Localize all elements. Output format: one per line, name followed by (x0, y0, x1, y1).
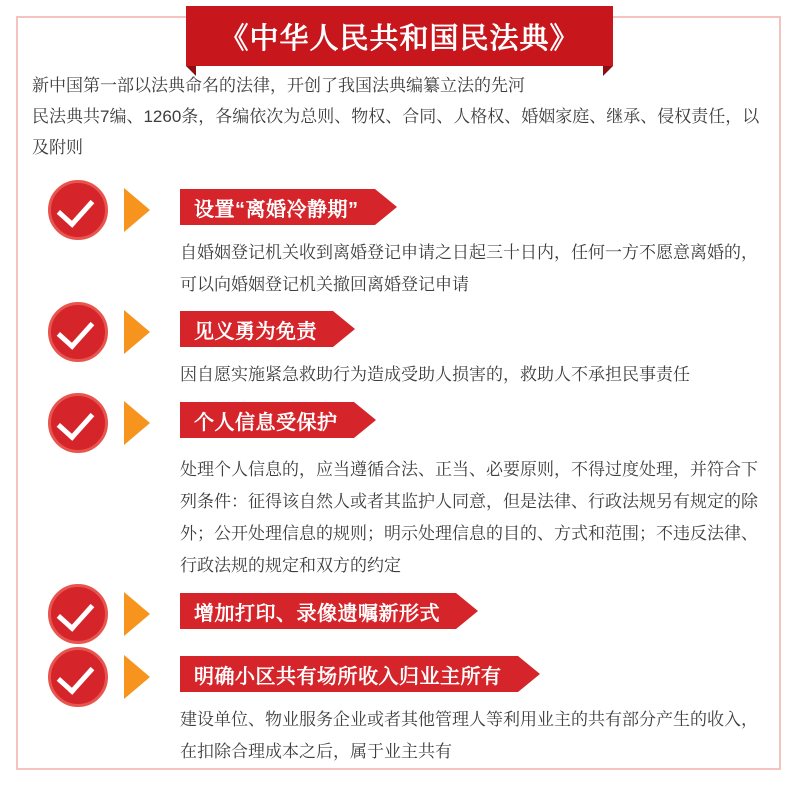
item-heading: 明确小区共有场所收入归业主所有 (194, 665, 502, 688)
item-heading: 见义勇为免责 (194, 320, 317, 343)
arrow-right-icon (124, 188, 158, 232)
item-body-text: 处理个人信息的，应当遵循合法、正当、必要原则，不得过度处理，并符合下列条件：征得该自然人或者其监护人同意，但是法律、行政法规另有规定的除外；公开处理信息的规则；明示处理信息的目的、方式和范围；不违反法律、行政法规的规定和双方的约定 (180, 460, 758, 575)
arrow-right-icon (124, 655, 158, 699)
list-item (0, 178, 797, 300)
item-heading: 设置“离婚冷静期” (194, 198, 359, 221)
list-item (0, 582, 797, 645)
title-banner (186, 6, 613, 66)
intro-block (32, 70, 767, 163)
intro-line-1: 新中国第一部以法典命名的法律，开创了我国法典编纂立法的先河 (32, 76, 525, 95)
item-heading-ribbon (180, 189, 375, 225)
arrow-right-icon (124, 592, 158, 636)
item-heading: 增加打印、录像遗嘱新形式 (194, 602, 440, 625)
item-body-text: 因自愿实施紧急救助行为造成受助人损害的，救助人不承担民事责任 (180, 365, 690, 384)
list-item (0, 300, 797, 391)
item-body-text: 建设单位、物业服务企业或者其他管理人等利用业主的共有部分产生的收入，在扣除合理成本之后，属于业主共有 (180, 710, 758, 761)
intro-line-2: 民法典共7编、1260条，各编依次为总则、物权、合同、人格权、婚姻家庭、继承、侵权责任，以及附则 (32, 107, 760, 157)
check-icon (48, 302, 104, 358)
items-list (0, 178, 797, 765)
item-body (180, 704, 764, 768)
arrow-right-icon (124, 401, 158, 445)
page-title: 《中华人民共和国民法典》 (219, 22, 580, 55)
item-body (180, 454, 764, 582)
item-heading-ribbon (180, 402, 354, 438)
item-body-text: 自婚姻登记机关收到离婚登记申请之日起三十日内，任何一方不愿意离婚的，可以向婚姻登记机关撤回离婚登记申请 (180, 243, 758, 294)
item-body (180, 237, 764, 301)
check-icon (48, 180, 104, 236)
arrow-right-icon (124, 310, 158, 354)
check-icon (48, 647, 104, 703)
item-body (180, 359, 764, 391)
list-item (0, 391, 797, 582)
item-heading: 个人信息受保护 (194, 411, 338, 434)
list-item (0, 645, 797, 765)
check-icon (48, 584, 104, 640)
check-icon (48, 393, 104, 449)
item-heading-ribbon (180, 593, 456, 629)
item-heading-ribbon (180, 656, 518, 692)
frame-border-bottom (16, 768, 781, 770)
item-heading-ribbon (180, 311, 333, 347)
